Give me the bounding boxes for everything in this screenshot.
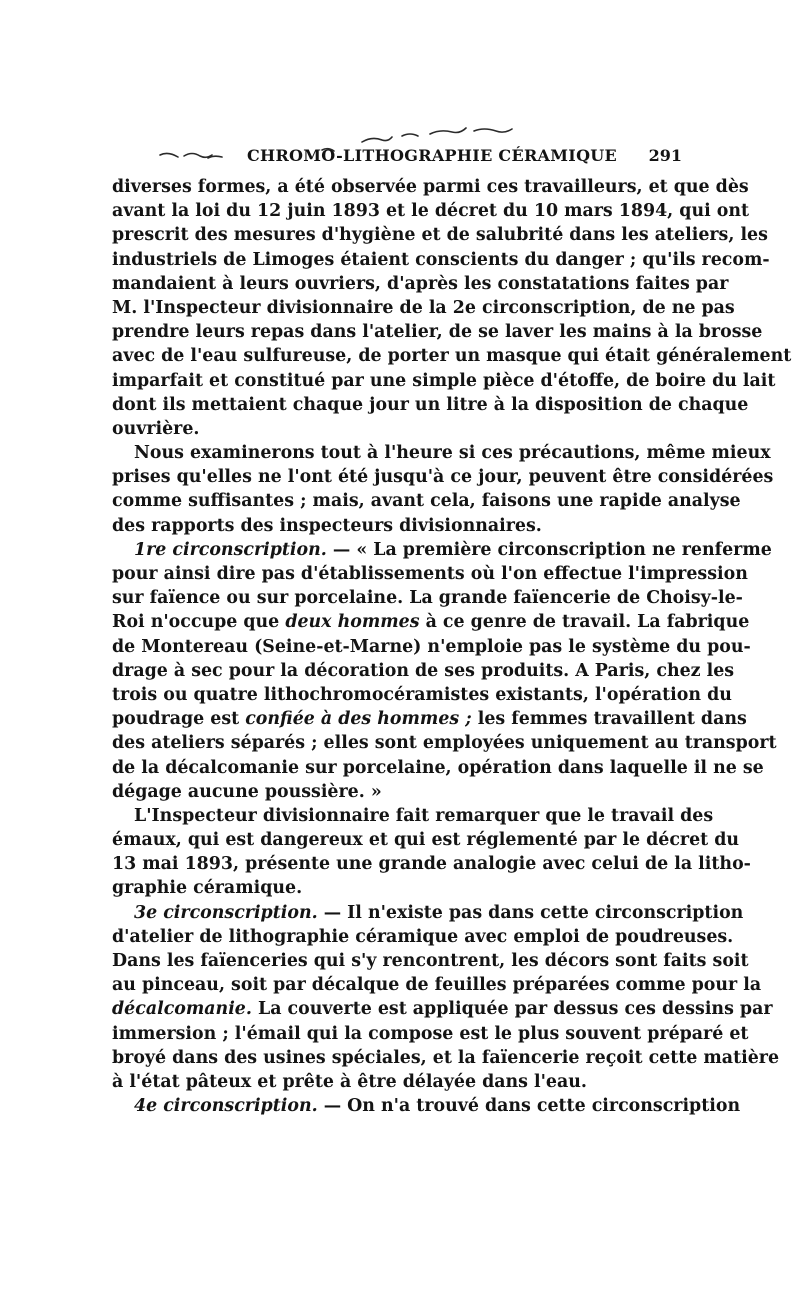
- text-line: au pinceau, soit par décalque de feuilles préparées comme pour la: [112, 975, 762, 996]
- text-line: à l'état pâteux et prête à être délayée dans l'eau.: [112, 1071, 587, 1092]
- text-line: comme suffisantes ; mais, avant cela, faisons une rapide analyse: [112, 491, 741, 512]
- text-line: prescrit des mesures d'hygiène et de salubrité dans les ateliers, les: [112, 225, 768, 246]
- text-line: imparfait et constitué par une simple pièce d'étoffe, de boire du lait: [112, 370, 776, 391]
- text-line: immersion ; l'émail qui la compose est le plus souvent préparé et: [112, 1023, 749, 1044]
- page-number: 291: [648, 146, 682, 165]
- text-line: avec de l'eau sulfureuse, de porter un masque qui était généralement: [112, 346, 792, 367]
- text-line: 4e circonscription. — On n'a trouvé dans cette circonscription: [134, 1096, 741, 1117]
- text-line: de la décalcomanie sur porcelaine, opération dans laquelle il ne se: [112, 757, 764, 778]
- text-line: graphie céramique.: [112, 878, 303, 899]
- text-line: trois ou quatre lithochromocéramistes existants, l'opération du: [112, 684, 732, 705]
- text-line: 1re circonscription. — « La première circonscription ne renferme: [134, 539, 772, 560]
- text-line: des rapports des inspecteurs divisionnaires.: [112, 515, 542, 536]
- running-header: [112, 144, 682, 170]
- text-line: de Montereau (Seine-et-Marne) n'emploie pas le système du pou-: [112, 636, 751, 657]
- section-heading: 3e circonscription.: [134, 902, 318, 923]
- text-line: décalcomanie. La couverte est appliquée par dessus ces dessins par: [112, 999, 773, 1020]
- body-text: [112, 175, 792, 1118]
- text-line: diverses formes, a été observée parmi ces travailleurs, et que dès: [112, 177, 749, 197]
- text-line: M. l'Inspecteur divisionnaire de la 2e circonscription, de ne pas: [112, 297, 735, 318]
- text-line: 13 mai 1893, présente une grande analogie avec celui de la litho-: [112, 854, 751, 875]
- text-line: d'atelier de lithographie céramique avec emploi de poudreuses.: [112, 926, 734, 947]
- text-line: 3e circonscription. — Il n'existe pas dans cette circonscription: [134, 902, 744, 923]
- text-line: pour ainsi dire pas d'établissements où l'on effectue l'impression: [112, 564, 748, 584]
- section-heading: 4e circonscription.: [134, 1096, 318, 1117]
- text-line: dont ils mettaient chaque jour un litre à la disposition de chaque: [112, 394, 749, 415]
- text-line: mandaient à leurs ouvriers, d'après les constatations faites par: [112, 273, 729, 294]
- text-line: ouvrière.: [112, 418, 200, 439]
- text-line: avant la loi du 12 juin 1893 et le décret du 10 mars 1894, qui ont: [112, 201, 750, 222]
- text-line: dégage aucune poussière. »: [112, 781, 382, 802]
- text-line: L'Inspecteur divisionnaire fait remarquer que le travail des: [134, 805, 714, 826]
- text-line: émaux, qui est dangereux et qui est réglementé par le décret du: [112, 830, 740, 851]
- section-heading: 1re circonscription.: [134, 539, 327, 560]
- text-line: drage à sec pour la décoration de ses produits. A Paris, chez les: [112, 660, 735, 681]
- text-line: Nous examinerons tout à l'heure si ces précautions, même mieux: [134, 443, 771, 464]
- text-line: Dans les faïenceries qui s'y rencontrent, les décors sont faits soit: [112, 951, 749, 971]
- text-line: des ateliers séparés ; elles sont employées uniquement au transport: [112, 733, 777, 754]
- text-line: broyé dans des usines spéciales, et la faïencerie reçoit cette matière: [112, 1047, 780, 1068]
- text-line: prendre leurs repas dans l'atelier, de se laver les mains à la brosse: [112, 322, 763, 343]
- text-line: Roi n'occupe que deux hommes à ce genre de travail. La fabrique: [112, 612, 750, 633]
- text-line: poudrage est confiée à des hommes ; les femmes travaillent dans: [112, 709, 747, 730]
- header-title: CHROMO-LITHOGRAPHIE CÉRAMIQUE: [247, 146, 618, 165]
- text-line: prises qu'elles ne l'ont été jusqu'à ce jour, peuvent être considérées: [112, 467, 774, 488]
- text-line: sur faïence ou sur porcelaine. La grande faïencerie de Choisy-le-: [112, 588, 743, 609]
- text-line: industriels de Limoges étaient conscients du danger ; qu'ils recom-: [112, 249, 770, 270]
